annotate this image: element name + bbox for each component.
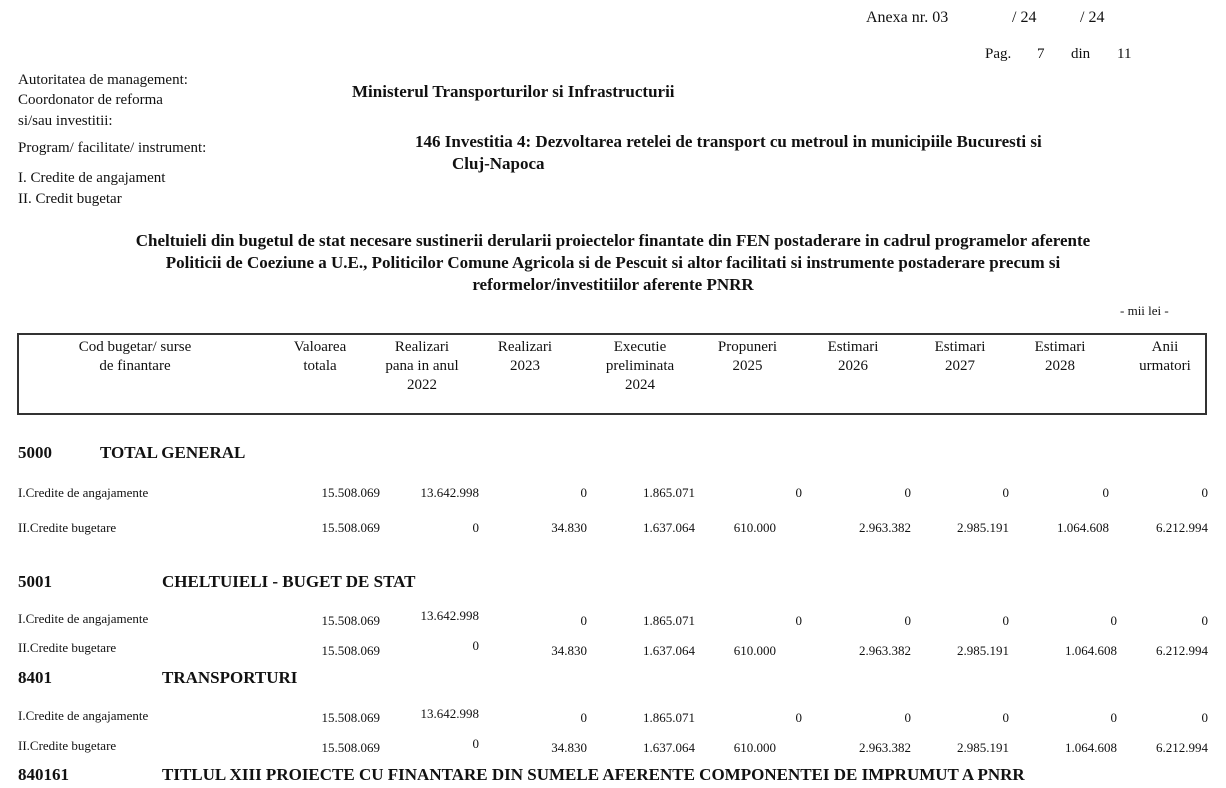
col-header-propuneri-2025: Propuneri 2025	[717, 339, 778, 374]
cell-propuneri-2025: 0	[795, 613, 802, 628]
cell-estimari-2027: 2.985.191	[957, 740, 1009, 755]
unit-label: - mii lei -	[1120, 303, 1169, 318]
col-header-estimari-2026: Estimari 2026	[827, 339, 879, 374]
management-authority-label: Autoritatea de management:	[18, 72, 188, 88]
investment-line-2: Cluj-Napoca	[452, 154, 545, 173]
cell-estimari-2026: 2.963.382	[859, 520, 911, 535]
row-label: I.Credite de angajamente	[18, 485, 149, 500]
cell-estimari-2028: 1.064.608	[1065, 643, 1117, 658]
cell-estimari-2028: 0	[1102, 485, 1109, 500]
cell-estimari-2027: 2.985.191	[957, 520, 1009, 535]
col-header-estimari-2028: Estimari 2028	[1034, 339, 1086, 374]
cell-estimari-2028: 0	[1110, 613, 1117, 628]
cell-executie-2024: 1.865.071	[643, 710, 695, 725]
title-line-1: Cheltuieli din bugetul de stat necesare sustinerii derularii proiectelor finantate din FEN postaderare in cadrul programelor aferente	[135, 231, 1091, 250]
section-name: TOTAL GENERAL	[100, 443, 246, 462]
ministry-name: Ministerul Transporturilor si Infrastructurii	[352, 82, 675, 101]
cell-anii-urmatori: 6.212.994	[1156, 643, 1208, 658]
cell-realizari-2022: 0	[472, 638, 479, 653]
row-label: II.Credite bugetare	[18, 738, 117, 753]
reform-coordinator-label-2: si/sau investitii:	[18, 113, 113, 129]
title-line-3: reformelor/investitiilor aferente PNRR	[472, 275, 754, 294]
cell-propuneri-2025: 610.000	[733, 520, 776, 535]
page-number: 7	[1037, 46, 1045, 62]
cell-propuneri-2025: 0	[795, 710, 802, 725]
cell-realizari-2022: 13.642.998	[420, 706, 479, 721]
cell-valoarea: 15.508.069	[321, 520, 380, 535]
col-header-anii-urmatori: Anii urmatori	[1139, 339, 1191, 374]
col-header-estimari-2027: Estimari 2027	[934, 339, 986, 374]
cell-valoarea: 15.508.069	[321, 740, 380, 755]
cell-valoarea: 15.508.069	[321, 613, 380, 628]
cell-propuneri-2025: 610.000	[733, 740, 776, 755]
program-label: Program/ facilitate/ instrument:	[18, 140, 207, 156]
col-header-cod: Cod bugetar/ surse de finantare	[78, 339, 192, 374]
cell-estimari-2026: 2.963.382	[859, 643, 911, 658]
annex-number: Anexa nr. 03	[866, 9, 949, 26]
cell-realizari-2022: 13.642.998	[420, 485, 479, 500]
cell-propuneri-2025: 0	[795, 485, 802, 500]
cell-executie-2024: 1.637.064	[643, 520, 695, 535]
col-header-executie-2024: Executie preliminata 2024	[605, 339, 675, 393]
cell-realizari-2022: 0	[472, 736, 479, 751]
reform-coordinator-label-1: Coordonator de reforma	[18, 92, 163, 108]
cell-estimari-2028: 1.064.608	[1065, 740, 1117, 755]
cell-realizari-2023: 0	[580, 613, 587, 628]
title-line-2: Politicii de Coeziune a U.E., Politicilor Comune Agricola si de Pescuit si altor facilitati si instrumente postaderare precum si	[165, 253, 1061, 272]
cell-realizari-2022: 13.642.998	[420, 608, 479, 623]
col-header-realizari-2022: Realizari pana in anul 2022	[385, 339, 459, 393]
row-label: I.Credite de angajamente	[18, 708, 149, 723]
budget-credit-label: II. Credit bugetar	[18, 191, 122, 207]
cell-realizari-2023: 34.830	[551, 740, 587, 755]
cell-valoarea: 15.508.069	[321, 643, 380, 658]
page-total: 11	[1117, 46, 1132, 62]
cell-realizari-2023: 34.830	[551, 643, 587, 658]
row-label: II.Credite bugetare	[18, 640, 117, 655]
cell-estimari-2027: 2.985.191	[957, 643, 1009, 658]
cell-anii-urmatori: 0	[1201, 710, 1208, 725]
cell-realizari-2023: 34.830	[551, 520, 587, 535]
commitment-credits-label: I. Credite de angajament	[18, 170, 166, 186]
section-code: 5001	[18, 572, 52, 591]
section-name: CHELTUIELI - BUGET DE STAT	[162, 572, 416, 591]
row-label: II.Credite bugetare	[18, 520, 117, 535]
cell-realizari-2022: 0	[472, 520, 479, 535]
cell-estimari-2027: 0	[1002, 613, 1009, 628]
cell-anii-urmatori: 0	[1201, 485, 1208, 500]
cell-estimari-2026: 2.963.382	[859, 740, 911, 755]
cell-estimari-2026: 0	[904, 710, 911, 725]
cell-estimari-2028: 0	[1110, 710, 1117, 725]
cell-estimari-2026: 0	[904, 485, 911, 500]
cell-executie-2024: 1.865.071	[643, 613, 695, 628]
row-label: I.Credite de angajamente	[18, 611, 149, 626]
page-of-label: din	[1071, 46, 1091, 62]
section-name: TITLUL XIII PROIECTE CU FINANTARE DIN SUMELE AFERENTE COMPONENTEI DE IMPRUMUT A PNRR	[162, 765, 1025, 784]
annex-ref-a: / 24	[1012, 9, 1037, 26]
cell-estimari-2028: 1.064.608	[1057, 520, 1109, 535]
cell-estimari-2027: 0	[1002, 485, 1009, 500]
cell-anii-urmatori: 0	[1201, 613, 1208, 628]
cell-realizari-2023: 0	[580, 710, 587, 725]
cell-propuneri-2025: 610.000	[733, 643, 776, 658]
investment-line-1: 146 Investitia 4: Dezvoltarea retelei de transport cu metroul in municipiile Bucuresti si	[415, 132, 1042, 151]
cell-valoarea: 15.508.069	[321, 485, 380, 500]
annex-ref-b: / 24	[1080, 9, 1105, 26]
cell-estimari-2026: 0	[904, 613, 911, 628]
cell-estimari-2027: 0	[1002, 710, 1009, 725]
cell-executie-2024: 1.637.064	[643, 643, 695, 658]
cell-valoarea: 15.508.069	[321, 710, 380, 725]
cell-realizari-2023: 0	[580, 485, 587, 500]
cell-anii-urmatori: 6.212.994	[1156, 520, 1208, 535]
page-label: Pag.	[985, 46, 1012, 62]
cell-executie-2024: 1.637.064	[643, 740, 695, 755]
section-code: 5000	[18, 443, 52, 462]
cell-anii-urmatori: 6.212.994	[1156, 740, 1208, 755]
section-code: 8401	[18, 668, 52, 687]
col-header-realizari-2023: Realizari 2023	[497, 339, 553, 374]
col-header-valoarea: Valoarea totala	[293, 339, 347, 374]
section-name: TRANSPORTURI	[162, 668, 298, 687]
cell-executie-2024: 1.865.071	[643, 485, 695, 500]
section-code: 840161	[18, 765, 69, 784]
